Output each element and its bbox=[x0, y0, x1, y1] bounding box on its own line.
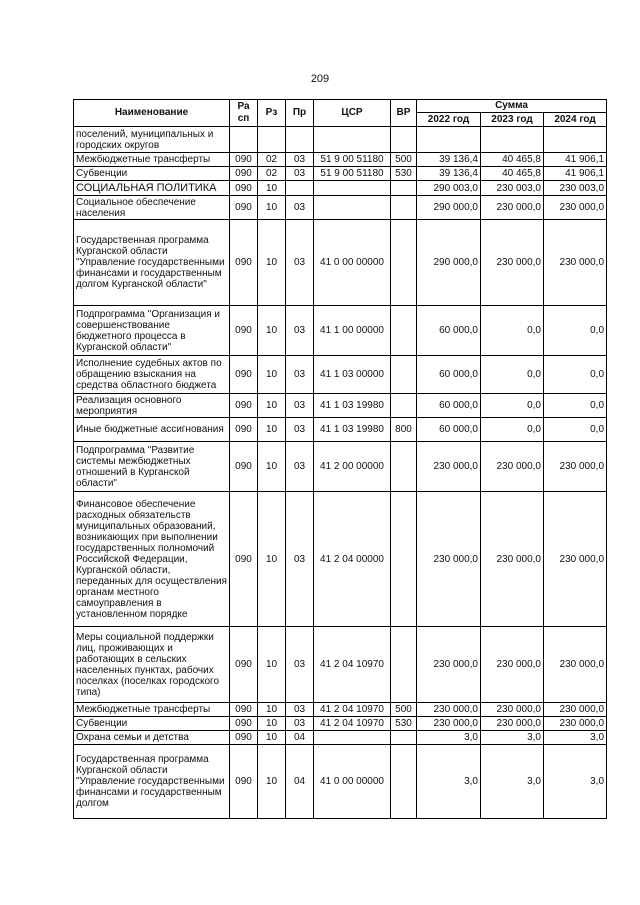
cell-2022: 60 000,0 bbox=[417, 394, 481, 418]
table-row bbox=[74, 731, 607, 745]
cell-vr: 530 bbox=[391, 717, 417, 731]
header-2022: 2022 год bbox=[417, 113, 481, 127]
cell-rz: 10 bbox=[258, 717, 286, 731]
cell-name: поселений, муниципальных и городских округов bbox=[74, 127, 230, 153]
header-rasp: Ра сп bbox=[230, 100, 258, 127]
cell-2022: 290 000,0 bbox=[417, 220, 481, 306]
cell-2022: 290 003,0 bbox=[417, 181, 481, 196]
cell-csr: 41 2 04 00000 bbox=[314, 492, 391, 627]
cell-2022: 3,0 bbox=[417, 731, 481, 745]
cell-rasp: 090 bbox=[230, 167, 258, 181]
cell-pr: 03 bbox=[286, 492, 314, 627]
cell-2024: 230 000,0 bbox=[544, 442, 607, 492]
cell-2022: 230 000,0 bbox=[417, 627, 481, 703]
cell-rz: 10 bbox=[258, 703, 286, 717]
cell-2023: 230 000,0 bbox=[481, 627, 544, 703]
cell-rz: 10 bbox=[258, 442, 286, 492]
cell-name: Подпрограмма "Развитие системы межбюджетных отношений в Курганской области" bbox=[74, 442, 230, 492]
cell-2024: 41 906,1 bbox=[544, 167, 607, 181]
cell-rasp: 090 bbox=[230, 418, 258, 442]
cell-2023: 230 000,0 bbox=[481, 442, 544, 492]
cell-2024: 230 003,0 bbox=[544, 181, 607, 196]
cell-2023: 230 000,0 bbox=[481, 717, 544, 731]
cell-2023 bbox=[481, 127, 544, 153]
table-row bbox=[74, 181, 607, 196]
cell-2023: 230 000,0 bbox=[481, 492, 544, 627]
cell-rz bbox=[258, 127, 286, 153]
cell-pr: 03 bbox=[286, 153, 314, 167]
cell-pr: 03 bbox=[286, 356, 314, 394]
cell-2023: 230 000,0 bbox=[481, 220, 544, 306]
cell-pr: 03 bbox=[286, 394, 314, 418]
cell-pr: 03 bbox=[286, 627, 314, 703]
cell-name: Межбюджетные трансферты bbox=[74, 703, 230, 717]
header-name: Наименование bbox=[74, 100, 230, 127]
cell-rasp: 090 bbox=[230, 745, 258, 819]
cell-2024: 41 906,1 bbox=[544, 153, 607, 167]
cell-rz: 10 bbox=[258, 418, 286, 442]
table-row bbox=[74, 127, 607, 153]
cell-rz: 10 bbox=[258, 731, 286, 745]
cell-2023: 0,0 bbox=[481, 394, 544, 418]
cell-2022: 39 136,4 bbox=[417, 167, 481, 181]
cell-2024: 3,0 bbox=[544, 731, 607, 745]
table-row bbox=[74, 627, 607, 703]
cell-2024: 0,0 bbox=[544, 418, 607, 442]
cell-pr: 03 bbox=[286, 306, 314, 356]
header-2024: 2024 год bbox=[544, 113, 607, 127]
cell-rz: 10 bbox=[258, 356, 286, 394]
cell-rz: 10 bbox=[258, 220, 286, 306]
cell-name: СОЦИАЛЬНАЯ ПОЛИТИКА bbox=[74, 181, 230, 196]
cell-rasp: 090 bbox=[230, 153, 258, 167]
cell-csr: 41 1 03 00000 bbox=[314, 356, 391, 394]
table-row bbox=[74, 220, 607, 306]
cell-rasp: 090 bbox=[230, 731, 258, 745]
cell-csr bbox=[314, 181, 391, 196]
cell-csr: 41 2 04 10970 bbox=[314, 717, 391, 731]
cell-vr bbox=[391, 627, 417, 703]
cell-rasp: 090 bbox=[230, 394, 258, 418]
cell-rz: 10 bbox=[258, 745, 286, 819]
cell-csr: 51 9 00 51180 bbox=[314, 167, 391, 181]
cell-2022: 60 000,0 bbox=[417, 356, 481, 394]
cell-vr bbox=[391, 181, 417, 196]
cell-2022 bbox=[417, 127, 481, 153]
cell-name: Субвенции bbox=[74, 167, 230, 181]
cell-csr bbox=[314, 731, 391, 745]
table-row bbox=[74, 492, 607, 627]
cell-rasp: 090 bbox=[230, 220, 258, 306]
cell-2024: 0,0 bbox=[544, 306, 607, 356]
cell-vr bbox=[391, 745, 417, 819]
cell-vr bbox=[391, 394, 417, 418]
cell-csr: 41 1 03 19980 bbox=[314, 394, 391, 418]
cell-pr: 03 bbox=[286, 220, 314, 306]
header-csr: ЦСР bbox=[314, 100, 391, 127]
cell-2023: 40 465,8 bbox=[481, 153, 544, 167]
cell-name: Иные бюджетные ассигнования bbox=[74, 418, 230, 442]
table-row bbox=[74, 745, 607, 819]
cell-vr bbox=[391, 442, 417, 492]
cell-name: Меры социальной поддержки лиц, проживающих и работающих в сельских населенных пунктах, рабочих поселках (поселках городского типа) bbox=[74, 627, 230, 703]
cell-name: Социальное обеспечение населения bbox=[74, 196, 230, 220]
cell-csr: 41 2 04 10970 bbox=[314, 703, 391, 717]
cell-2023: 3,0 bbox=[481, 745, 544, 819]
cell-rz: 10 bbox=[258, 627, 286, 703]
cell-name: Субвенции bbox=[74, 717, 230, 731]
cell-rz: 02 bbox=[258, 153, 286, 167]
cell-2024: 230 000,0 bbox=[544, 717, 607, 731]
cell-name: Охрана семьи и детства bbox=[74, 731, 230, 745]
cell-2022: 39 136,4 bbox=[417, 153, 481, 167]
table-row bbox=[74, 167, 607, 181]
header-sum: Сумма bbox=[417, 100, 607, 113]
cell-csr: 41 0 00 00000 bbox=[314, 220, 391, 306]
cell-2024: 0,0 bbox=[544, 394, 607, 418]
header-pr: Пр bbox=[286, 100, 314, 127]
cell-pr: 03 bbox=[286, 717, 314, 731]
table-row bbox=[74, 196, 607, 220]
cell-2023: 230 003,0 bbox=[481, 181, 544, 196]
cell-csr: 41 1 00 00000 bbox=[314, 306, 391, 356]
cell-name: Финансовое обеспечение расходных обязательств муниципальных образований, возникающих при выполнении государственных полномочий Российской Федерации, Курганской области, переданных для осуществления органам местного самоуправления в установленном порядке bbox=[74, 492, 230, 627]
cell-2023: 230 000,0 bbox=[481, 196, 544, 220]
table-row bbox=[74, 306, 607, 356]
cell-2023: 3,0 bbox=[481, 731, 544, 745]
cell-csr: 41 0 00 00000 bbox=[314, 745, 391, 819]
cell-vr: 800 bbox=[391, 418, 417, 442]
cell-csr: 41 1 03 19980 bbox=[314, 418, 391, 442]
table-row bbox=[74, 442, 607, 492]
cell-2024: 230 000,0 bbox=[544, 703, 607, 717]
cell-2024: 230 000,0 bbox=[544, 492, 607, 627]
cell-vr bbox=[391, 220, 417, 306]
cell-name: Государственная программа Курганской области "Управление государственными финансами и государственным долгом bbox=[74, 745, 230, 819]
budget-table bbox=[73, 99, 607, 819]
table-row bbox=[74, 418, 607, 442]
cell-pr: 03 bbox=[286, 196, 314, 220]
cell-2022: 230 000,0 bbox=[417, 717, 481, 731]
cell-2022: 230 000,0 bbox=[417, 492, 481, 627]
cell-pr bbox=[286, 181, 314, 196]
cell-rz: 02 bbox=[258, 167, 286, 181]
cell-2022: 230 000,0 bbox=[417, 442, 481, 492]
cell-2024: 230 000,0 bbox=[544, 627, 607, 703]
cell-rasp: 090 bbox=[230, 181, 258, 196]
cell-2023: 0,0 bbox=[481, 306, 544, 356]
cell-csr bbox=[314, 196, 391, 220]
cell-pr: 04 bbox=[286, 731, 314, 745]
cell-rz: 10 bbox=[258, 306, 286, 356]
cell-2022: 60 000,0 bbox=[417, 418, 481, 442]
cell-vr: 500 bbox=[391, 703, 417, 717]
cell-vr bbox=[391, 127, 417, 153]
table-row bbox=[74, 717, 607, 731]
cell-2024: 230 000,0 bbox=[544, 220, 607, 306]
cell-2022: 290 000,0 bbox=[417, 196, 481, 220]
cell-2023: 0,0 bbox=[481, 356, 544, 394]
cell-name: Государственная программа Курганской области "Управление государственными финансами и государственным долгом Курганской области" bbox=[74, 220, 230, 306]
table-row bbox=[74, 356, 607, 394]
cell-rasp: 090 bbox=[230, 356, 258, 394]
cell-name: Реализация основного мероприятия bbox=[74, 394, 230, 418]
cell-2022: 230 000,0 bbox=[417, 703, 481, 717]
cell-rz: 10 bbox=[258, 181, 286, 196]
cell-rasp: 090 bbox=[230, 442, 258, 492]
cell-rz: 10 bbox=[258, 394, 286, 418]
cell-pr: 03 bbox=[286, 442, 314, 492]
table-row bbox=[74, 153, 607, 167]
cell-rasp: 090 bbox=[230, 196, 258, 220]
cell-2024: 230 000,0 bbox=[544, 196, 607, 220]
cell-csr: 41 2 00 00000 bbox=[314, 442, 391, 492]
cell-pr: 04 bbox=[286, 745, 314, 819]
cell-vr bbox=[391, 196, 417, 220]
cell-name: Исполнение судебных актов по обращению взыскания на средства областного бюджета bbox=[74, 356, 230, 394]
cell-vr bbox=[391, 492, 417, 627]
cell-2022: 60 000,0 bbox=[417, 306, 481, 356]
header-2023: 2023 год bbox=[481, 113, 544, 127]
table-row bbox=[74, 703, 607, 717]
cell-name: Подпрограмма "Организация и совершенствование бюджетного процесса в Курганской области" bbox=[74, 306, 230, 356]
cell-2023: 230 000,0 bbox=[481, 703, 544, 717]
cell-pr: 03 bbox=[286, 418, 314, 442]
cell-2024 bbox=[544, 127, 607, 153]
cell-vr bbox=[391, 356, 417, 394]
cell-2024: 3,0 bbox=[544, 745, 607, 819]
cell-rasp bbox=[230, 127, 258, 153]
cell-pr: 03 bbox=[286, 167, 314, 181]
cell-rz: 10 bbox=[258, 196, 286, 220]
cell-name: Межбюджетные трансферты bbox=[74, 153, 230, 167]
cell-2024: 0,0 bbox=[544, 356, 607, 394]
header-vr: ВР bbox=[391, 100, 417, 127]
cell-rasp: 090 bbox=[230, 717, 258, 731]
cell-csr: 41 2 04 10970 bbox=[314, 627, 391, 703]
cell-vr: 530 bbox=[391, 167, 417, 181]
cell-csr: 51 9 00 51180 bbox=[314, 153, 391, 167]
cell-rz: 10 bbox=[258, 492, 286, 627]
cell-rasp: 090 bbox=[230, 627, 258, 703]
table-row bbox=[74, 394, 607, 418]
cell-rasp: 090 bbox=[230, 306, 258, 356]
cell-2022: 3,0 bbox=[417, 745, 481, 819]
cell-vr: 500 bbox=[391, 153, 417, 167]
cell-vr bbox=[391, 731, 417, 745]
cell-rasp: 090 bbox=[230, 703, 258, 717]
cell-2023: 40 465,8 bbox=[481, 167, 544, 181]
cell-2023: 0,0 bbox=[481, 418, 544, 442]
cell-pr: 03 bbox=[286, 703, 314, 717]
cell-pr bbox=[286, 127, 314, 153]
cell-csr bbox=[314, 127, 391, 153]
header-rz: Рз bbox=[258, 100, 286, 127]
cell-vr bbox=[391, 306, 417, 356]
cell-rasp: 090 bbox=[230, 492, 258, 627]
page-number: 209 bbox=[310, 73, 330, 85]
